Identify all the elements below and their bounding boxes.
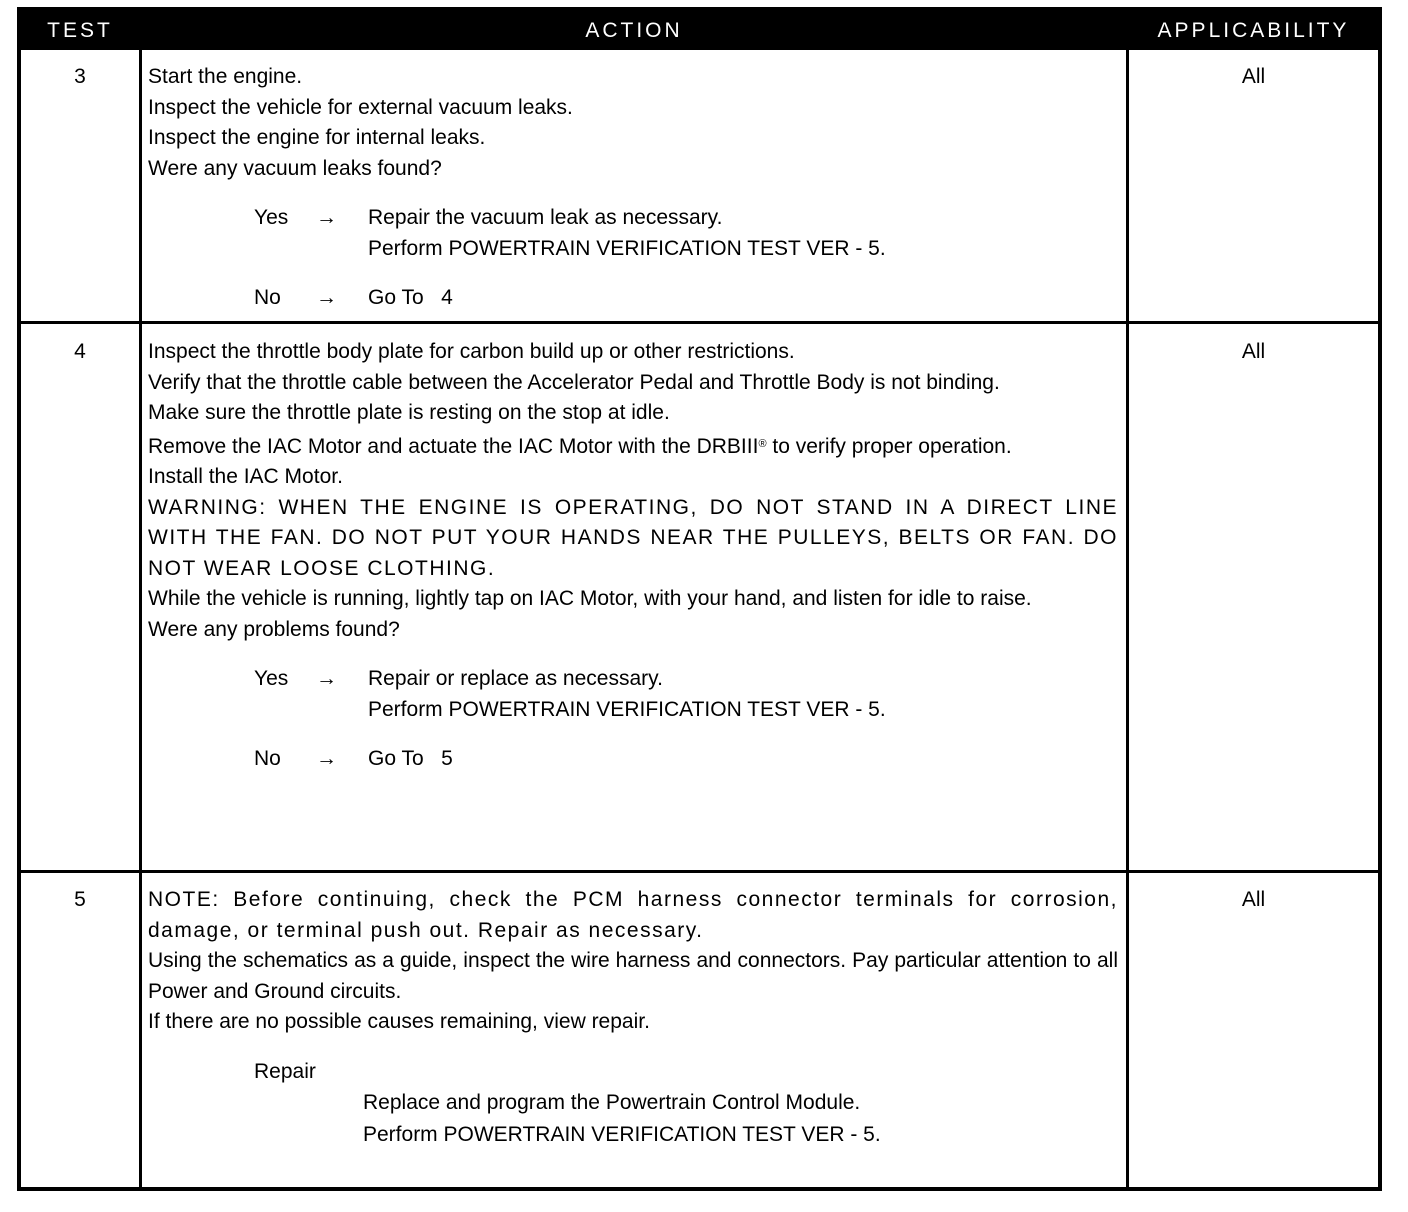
repair-text: Perform POWERTRAIN VERIFICATION TEST VER - 5. bbox=[363, 1122, 881, 1146]
header-applicability: APPLICABILITY bbox=[1157, 19, 1350, 42]
note-text: NOTE: Before continuing, check the PCM harness connector terminals for corrosion, damage, or terminal push out. Repair as necessary. bbox=[148, 888, 1118, 942]
arrow-icon: → bbox=[316, 747, 337, 770]
action-line: Verify that the throttle cable between the Accelerator Pedal and Throttle Body is not binding. bbox=[148, 370, 1000, 394]
applicability-value: All bbox=[1241, 888, 1266, 911]
repair-text: Replace and program the Powertrain Control Module. bbox=[363, 1091, 861, 1114]
action-line: Were any problems found? bbox=[148, 617, 400, 641]
warning-text: WARNING: WHEN THE ENGINE IS OPERATING, DO NOT STAND IN A DIRECT LINE WITH THE FAN. DO NOT PUT YOUR HANDS NEAR THE PULLEYS, BELTS OR FAN. DO NOT WEAR LOOSE CLOTHING. bbox=[148, 495, 1118, 580]
applicability-value: All bbox=[1241, 340, 1266, 363]
arrow-icon: → bbox=[316, 206, 337, 229]
action-line: Using the schematics as a guide, inspect the wire harness and connectors. Pay particular attention to all Power and Ground circuits. bbox=[148, 949, 1118, 1003]
no-label: No bbox=[254, 286, 281, 309]
test-number: 5 bbox=[74, 888, 86, 911]
yes-label: Yes bbox=[254, 667, 289, 690]
arrow-icon: → bbox=[316, 667, 337, 690]
action-line: Were any vacuum leaks found? bbox=[148, 156, 442, 180]
test-number: 3 bbox=[74, 65, 86, 88]
no-label: No bbox=[254, 747, 281, 770]
action-cell bbox=[148, 885, 1118, 1150]
header-test: TEST bbox=[47, 19, 113, 42]
column-divider bbox=[1126, 11, 1129, 1187]
applicability-value: All bbox=[1241, 65, 1266, 88]
action-line: Remove the IAC Motor and actuate the IAC Motor with the DRBIII® to verify proper operation. bbox=[148, 434, 1012, 458]
row-divider bbox=[21, 321, 1378, 324]
action-line: Start the engine. bbox=[148, 65, 303, 88]
header-action: ACTION bbox=[585, 19, 683, 42]
action-line: Inspect the throttle body plate for carbon build up or other restrictions. bbox=[148, 340, 795, 363]
yes-text: Repair the vacuum leak as necessary. bbox=[368, 206, 723, 229]
action-line: Inspect the vehicle for external vacuum leaks. bbox=[148, 95, 573, 119]
yes-text: Perform POWERTRAIN VERIFICATION TEST VER - 5. bbox=[368, 236, 886, 260]
no-answer bbox=[148, 283, 1118, 314]
yes-answer bbox=[148, 664, 1118, 695]
action-line: Make sure the throttle plate is resting on the stop at idle. bbox=[148, 401, 670, 424]
yes-label: Yes bbox=[254, 206, 289, 229]
diagnostic-table bbox=[17, 7, 1382, 1191]
registered-mark: ® bbox=[758, 437, 767, 450]
action-line: If there are no possible causes remaining, view repair. bbox=[148, 1010, 650, 1033]
action-cell bbox=[148, 337, 1118, 775]
action-line: Inspect the engine for internal leaks. bbox=[148, 126, 486, 149]
yes-answer bbox=[148, 203, 1118, 234]
no-text: Go To 4 bbox=[368, 286, 453, 309]
row-divider bbox=[21, 870, 1378, 873]
no-answer bbox=[148, 744, 1118, 775]
yes-text: Repair or replace as necessary. bbox=[368, 667, 663, 690]
action-line: Install the IAC Motor. bbox=[148, 465, 343, 488]
test-number: 4 bbox=[74, 340, 86, 363]
no-text: Go To 5 bbox=[368, 747, 453, 770]
yes-text: Perform POWERTRAIN VERIFICATION TEST VER - 5. bbox=[368, 697, 886, 721]
repair-label: Repair bbox=[254, 1059, 316, 1083]
table-header bbox=[21, 11, 1378, 50]
arrow-icon: → bbox=[316, 286, 337, 309]
action-cell bbox=[148, 62, 1118, 314]
column-divider bbox=[139, 11, 142, 1187]
action-line: While the vehicle is running, lightly tap on IAC Motor, with your hand, and listen for idle to raise. bbox=[148, 587, 1032, 610]
